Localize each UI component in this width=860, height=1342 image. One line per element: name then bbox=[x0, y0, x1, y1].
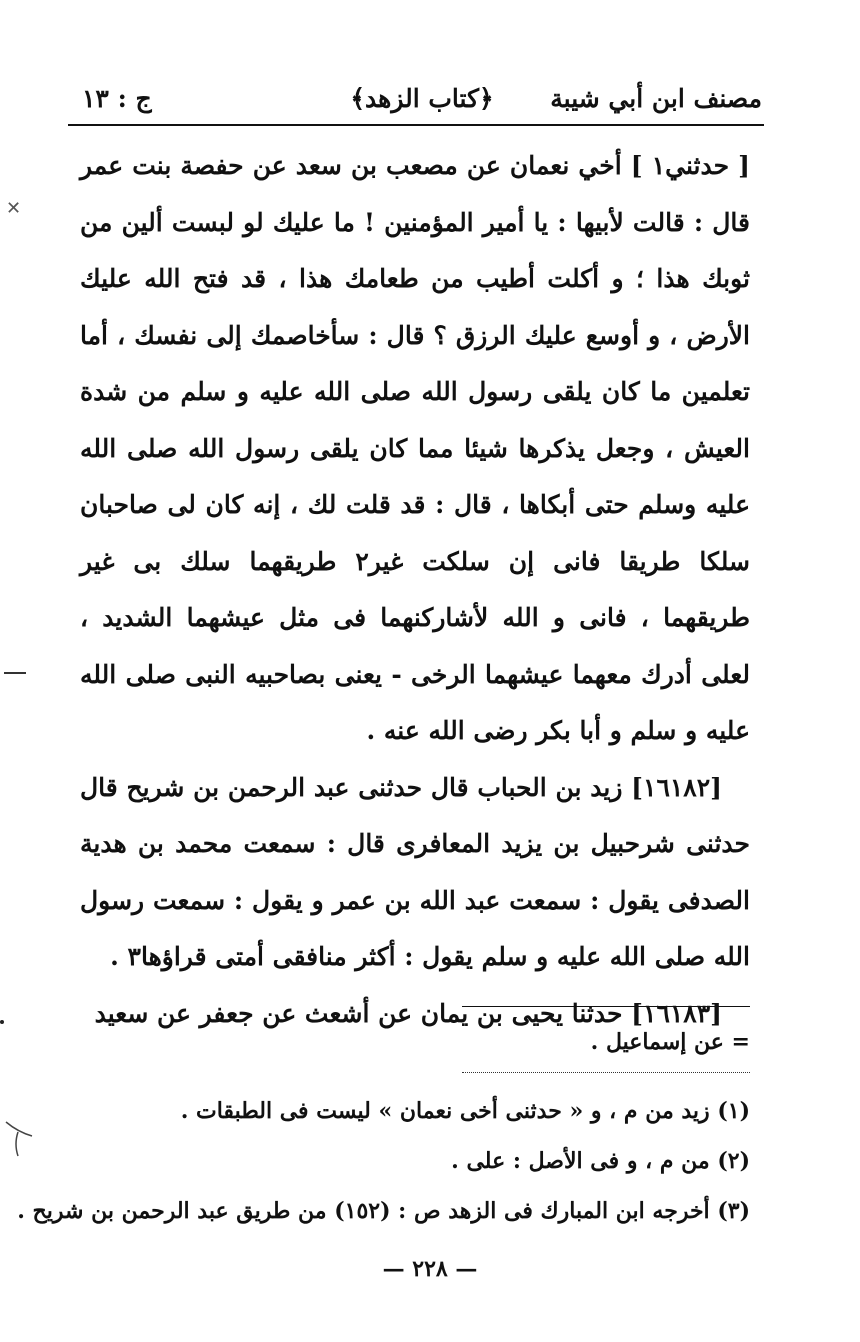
footnote-separator bbox=[462, 1072, 750, 1073]
footnotes bbox=[17, 1086, 750, 1236]
footnote-rule bbox=[462, 1006, 750, 1007]
page-number: — ٢٢٨ — bbox=[382, 1256, 478, 1282]
footnote-1: (١) زيد من م ، و « حدثنى أخى نعمان » ليست فى الطبقات . bbox=[180, 1098, 750, 1124]
header-volume: ج : ١٣ bbox=[82, 83, 152, 113]
footnote-continuation: = عن إسماعيل . bbox=[590, 1029, 750, 1055]
paragraph-1: [ حدثني١ ] أخي نعمان عن مصعب بن سعد عن حفصة بنت عمر قال : قالت لأبيها : يا أمير المؤمنين ! ما عليك لو لبست ألين من ثوبك هذا ؛ و أكلت أطيب من طعامك هذا ، قد فتح الله عليك الأرض ، و أوسع عليك الرزق ؟ قال : سأخاصمك إلى نفسك ، أما تعلمين ما كان يلقى رسول الله صلى الله عليه و سلم من شدة العيش ، وجعل يذكرها شيئا مما كان يلقى رسول الله صلى الله عليه وسلم حتى أبكاها ، قال : قد قلت لك ، إنه كان لى صاحبان سلكا طريقا فانى إن سلكت غير٢ طريقهما سلك بى غير طريقهما ، فانى و الله لأشاركنهما فى مثل عيشهما الشديد ، لعلى أدرك معهما عيشهما الرخى - يعنى بصاحبيه النبى صلى الله عليه و سلم و أبا بكر رضى الله عنه . bbox=[80, 151, 750, 745]
footnote-2: (٢) من م ، و فى الأصل : على . bbox=[451, 1148, 750, 1174]
hadith-16182 bbox=[80, 760, 750, 986]
margin-dash-mark bbox=[4, 672, 26, 674]
margin-x-mark: ✕ bbox=[6, 198, 22, 219]
hadith-text: زيد بن الحباب قال حدثنى عبد الرحمن بن شريح قال حدثنى شرحبيل بن يزيد المعافرى قال : سمعت محمد بن هدية الصدفى يقول : سمعت عبد الله بن عمر و يقول : سمعت رسول الله صلى الله عليه و سلم يقول : أكثر منافقى أمتى قراؤها٣ . bbox=[80, 772, 750, 971]
footnote-3: (٣) أخرجه ابن المبارك فى الزهد ص : (١٥٢) من طريق عبد الرحمن بن شريح . bbox=[17, 1198, 750, 1224]
hadith-number: [١٦١٨٣] bbox=[631, 998, 722, 1028]
hadith-number: [١٦١٨٢] bbox=[631, 772, 722, 802]
header-rule bbox=[68, 124, 764, 126]
hadith-text: حدثنا يحيى بن يمان عن أشعث عن جعفر عن سعيد bbox=[94, 998, 623, 1028]
header-chapter-title: ﴿كتاب الزهد﴾ bbox=[350, 83, 494, 113]
margin-dot-mark bbox=[0, 1020, 4, 1024]
margin-hook-mark bbox=[4, 1118, 34, 1158]
running-header bbox=[82, 76, 762, 120]
main-text bbox=[80, 138, 750, 1042]
header-book-title: مصنف ابن أبي شيبة bbox=[550, 83, 762, 113]
